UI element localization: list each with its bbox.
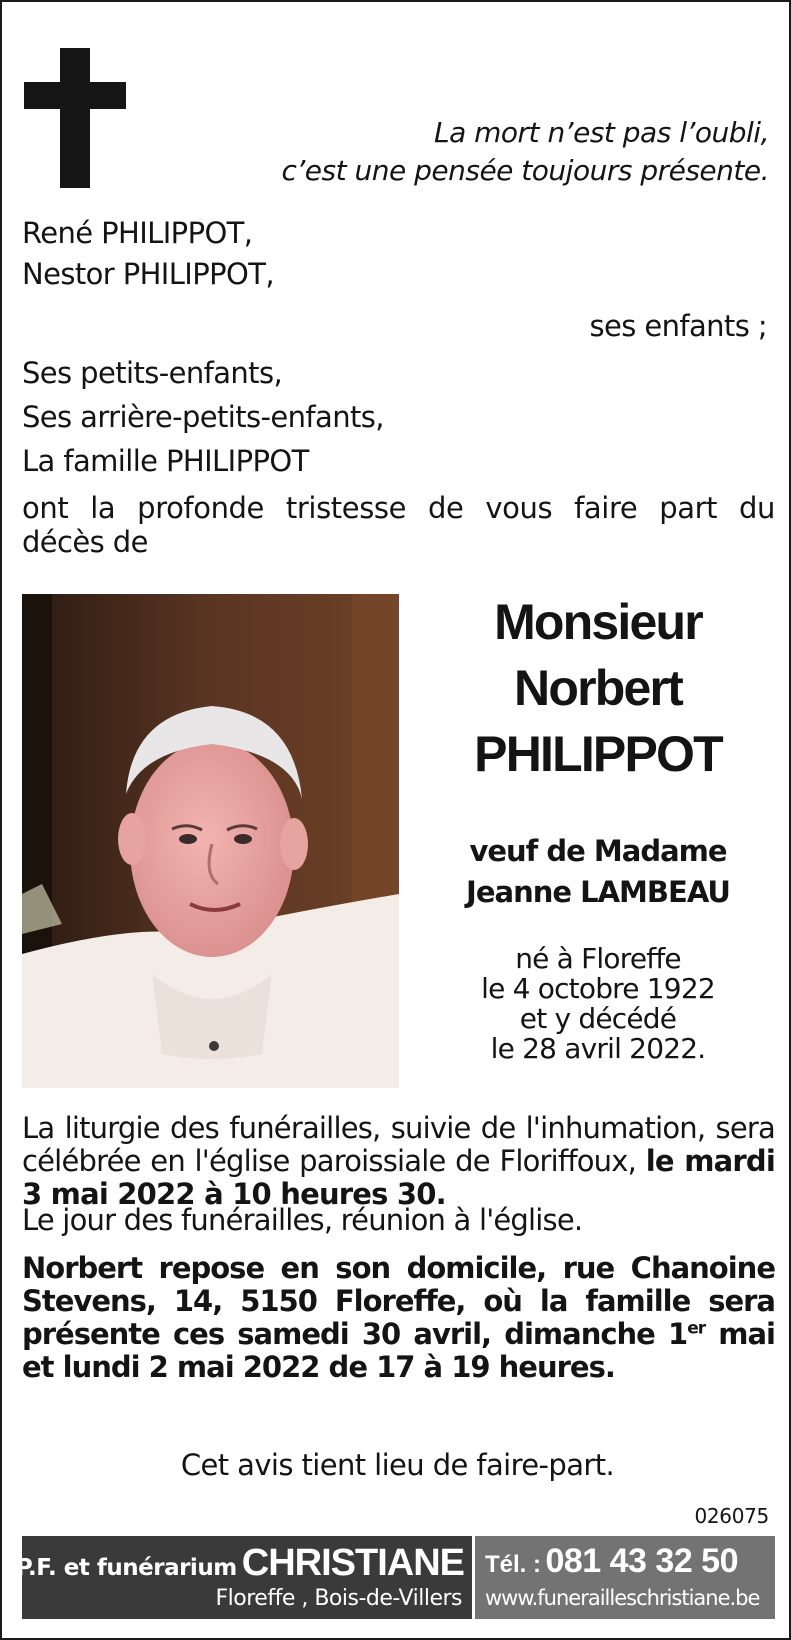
family-line-2: Ses arrière-petits-enfants, xyxy=(22,400,384,434)
birth-death-info xyxy=(422,944,774,1064)
deceased-portrait xyxy=(22,594,399,1088)
visitation-text-a: Norbert repose en son domicile, rue Chanoine Stevens, 14, 5150 Floreffe, où la famille sera présente ces samedi 30 avril, dimanche 1 xyxy=(22,1251,775,1351)
phone-line xyxy=(485,1542,738,1581)
portrait-illustration xyxy=(22,594,399,1088)
widow-line-1: veuf de Madame xyxy=(469,834,727,868)
funeral-home-contact-panel xyxy=(475,1536,775,1619)
deceased-last-name: PHILIPPOT xyxy=(474,726,722,782)
child-name-2: Nestor PHILIPPOT, xyxy=(22,257,274,291)
family-line-1: Ses petits-enfants, xyxy=(22,356,283,390)
quote-line-1: La mort n’est pas l’oubli, xyxy=(433,116,769,149)
liturgy-date: le mardi 3 mai 2022 à 10 heures 30. xyxy=(22,1144,775,1211)
phone-label: Tél. : xyxy=(485,1551,542,1578)
announcement-line-2: décès de xyxy=(22,525,148,559)
liturgy-text: La liturgie des funérailles, suivie de l'inhumation, sera célébrée en l'église paroissiale de Floriffoux, xyxy=(22,1111,775,1178)
deceased-first-name: Norbert xyxy=(514,660,682,716)
visitation-superscript: er xyxy=(687,1318,706,1339)
visitation-paragraph xyxy=(22,1252,775,1384)
reference-number: 026075 xyxy=(694,1504,769,1528)
closing-note: Cet avis tient lieu de faire-part. xyxy=(180,1448,615,1482)
funeral-home-title xyxy=(16,1542,464,1585)
funeral-home-name-panel xyxy=(15,1536,472,1619)
funeral-home-prefix: P.F. et funérarium xyxy=(15,1555,237,1581)
death-date: le 28 avril 2022. xyxy=(490,1032,706,1065)
cross-icon xyxy=(24,48,126,188)
children-role: ses enfants ; xyxy=(589,309,767,343)
gathering-paragraph: Le jour des funérailles, réunion à l'église. xyxy=(22,1203,583,1237)
birth-place: né à Floreffe xyxy=(515,942,681,975)
epitaph-quote xyxy=(282,114,769,190)
death-place: et y décédé xyxy=(519,1002,677,1035)
liturgy-paragraph xyxy=(22,1112,775,1211)
family-line-3: La famille PHILIPPOT xyxy=(22,444,309,478)
visitation-text-b: mai et lundi 2 mai 2022 de 17 à 19 heures. xyxy=(22,1317,775,1384)
phone-number[interactable]: 081 43 32 50 xyxy=(545,1542,738,1580)
deceased-title: Monsieur xyxy=(494,594,702,650)
widow-of xyxy=(422,834,774,910)
funeral-home-banner xyxy=(15,1536,775,1619)
funeral-home-locations: Floreffe , Bois-de-Villers xyxy=(215,1586,462,1611)
funeral-home-brand: CHRISTIANE xyxy=(241,1542,464,1584)
announcement-line-1: ont la profonde tristesse de vous faire part du xyxy=(22,491,775,525)
website-link[interactable]: www.funerailleschristiane.be xyxy=(485,1586,760,1610)
widow-line-2: Jeanne LAMBEAU xyxy=(466,875,730,909)
deceased-name xyxy=(422,594,774,782)
child-name-1: René PHILIPPOT, xyxy=(22,216,253,250)
birth-date: le 4 octobre 1922 xyxy=(481,972,715,1005)
quote-line-2: c’est une pensée toujours présente. xyxy=(281,154,769,187)
